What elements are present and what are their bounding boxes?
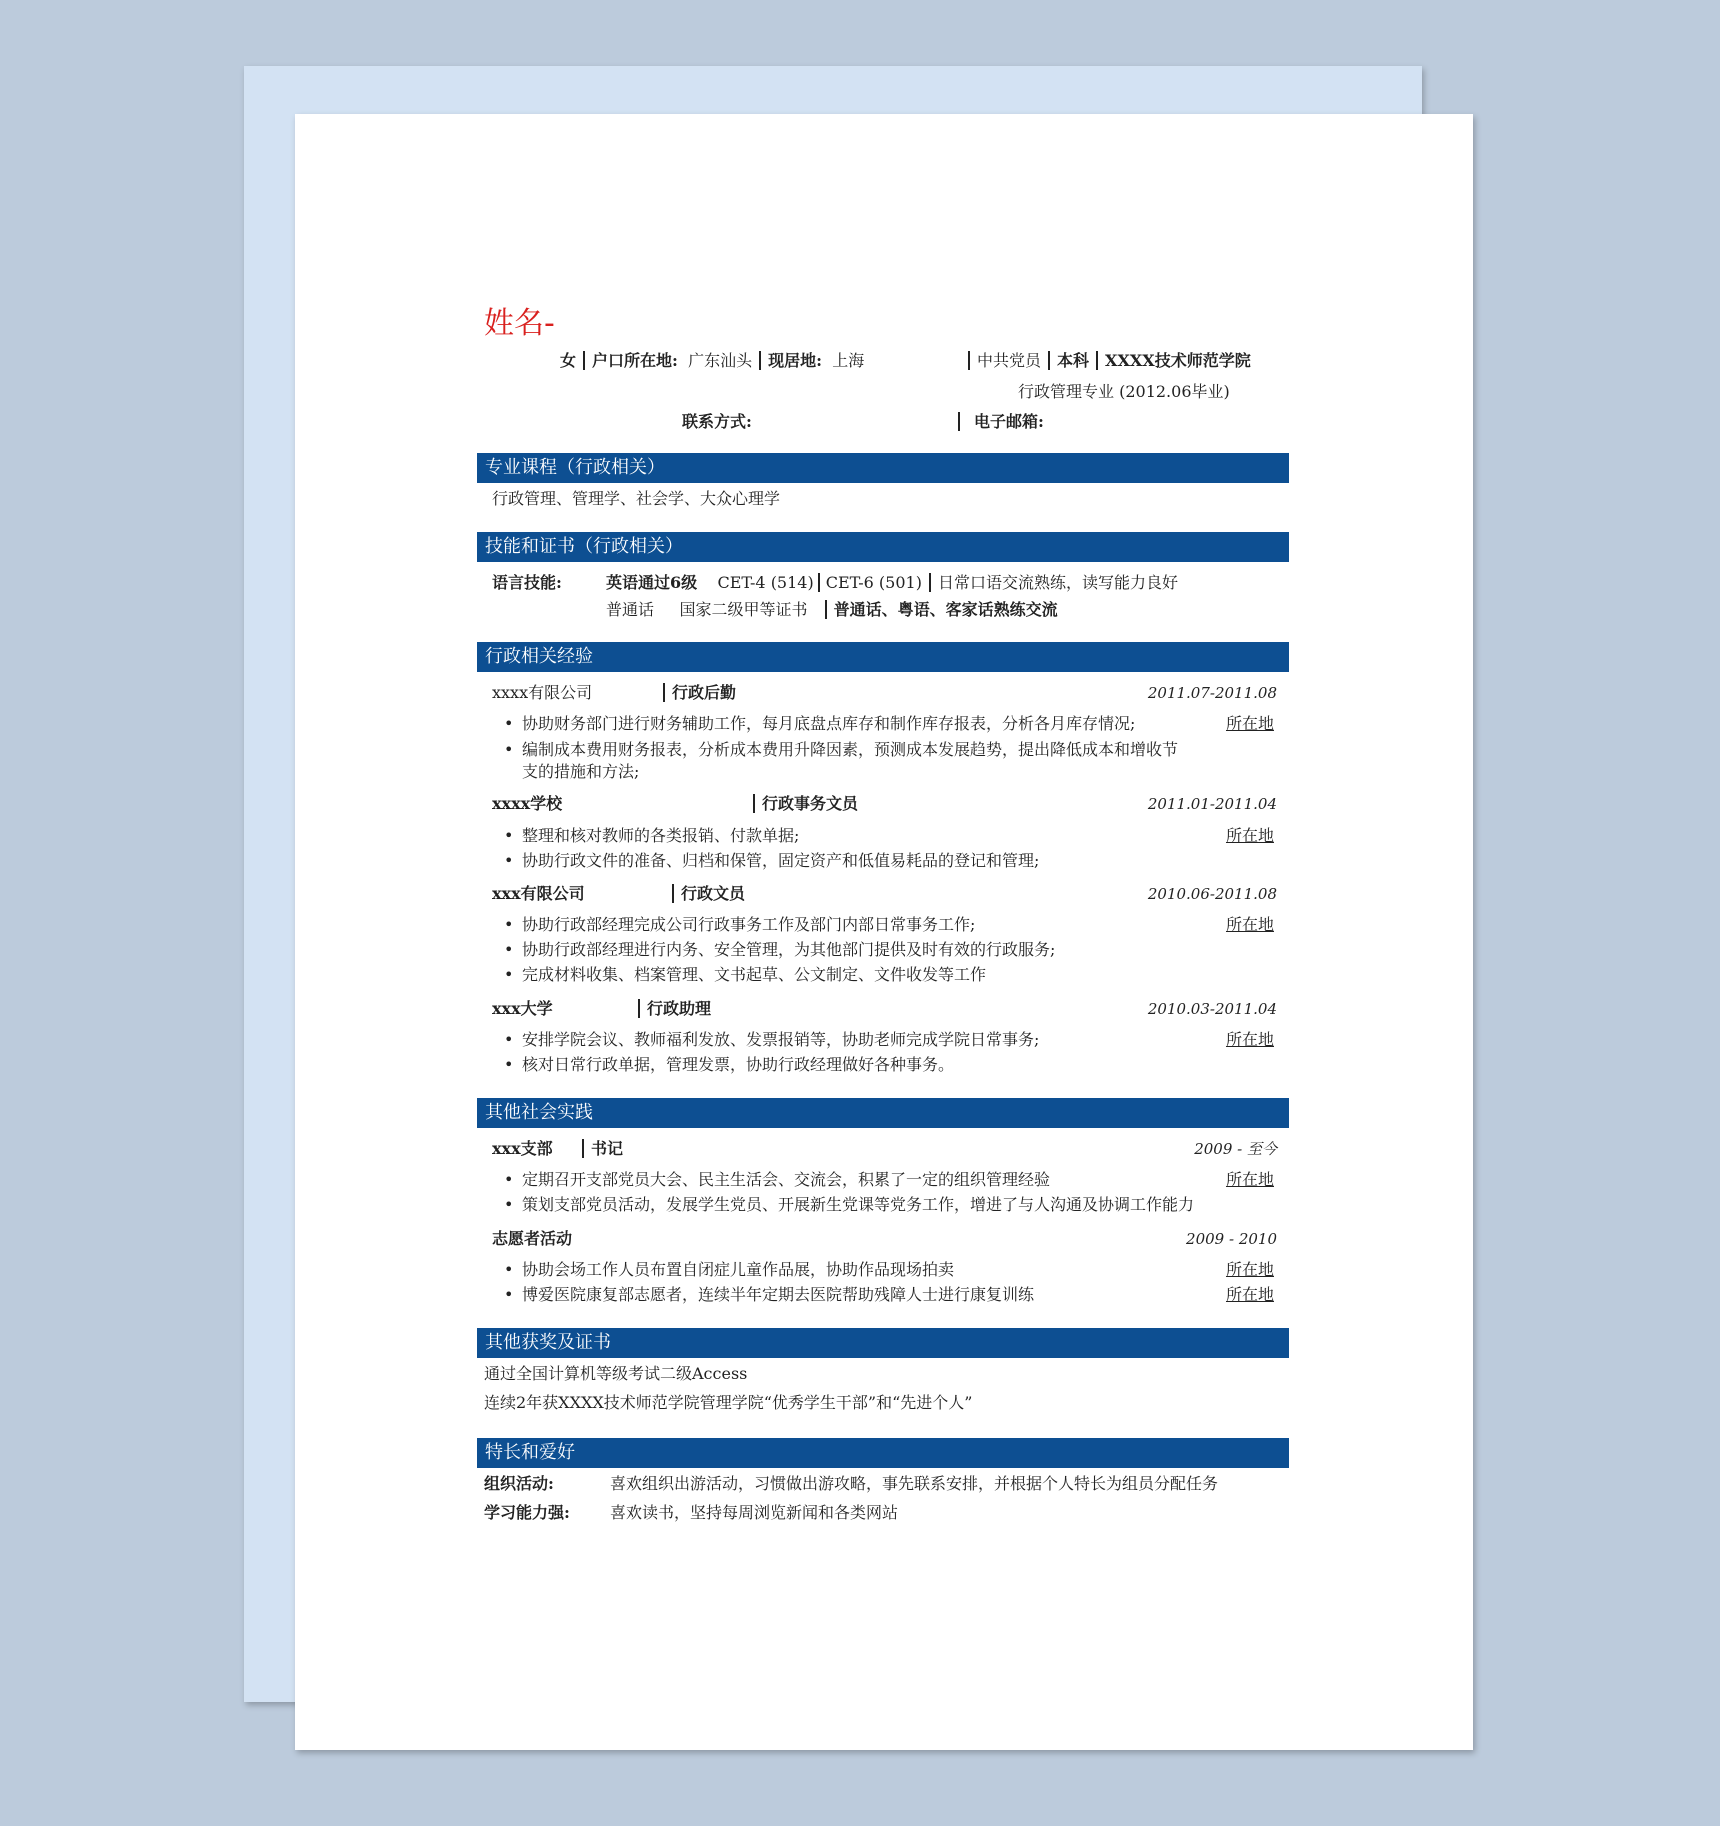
job-location: 所在地	[1225, 714, 1274, 733]
job-role-wrap	[638, 999, 711, 1019]
job-org: xxx有限公司	[492, 884, 585, 903]
section-skills-title: 技能和证书（行政相关）	[477, 532, 1289, 562]
job-role: 行政事务文员	[762, 794, 859, 813]
cet6-score: CET-6 (501)	[825, 573, 922, 592]
job-bullet: • 协助财务部门进行财务辅助工作，每月底盘点库存和制作库存报表，分析各月库存情况;	[477, 714, 1135, 734]
practice-bullet: • 策划支部党员活动，发展学生党员、开展新生党课等党务工作，增进了与人沟通及协调工作能力	[477, 1195, 1194, 1215]
job-location: 所在地	[1225, 1030, 1274, 1049]
email-label: 电子邮箱:	[974, 412, 1044, 431]
hukou-value: 广东汕头	[688, 351, 753, 370]
practice-location: 所在地	[1225, 1170, 1274, 1189]
award-item: 连续2年获XXXX技术师范学院管理学院“优秀学生干部”和“先进个人”	[484, 1393, 973, 1412]
job-date: 2010.03-2011.04	[1147, 1000, 1277, 1018]
job-role: 行政文员	[681, 884, 746, 903]
hobby-text: 喜欢读书，坚持每周浏览新闻和各类网站	[610, 1503, 899, 1522]
practice-date: 2009 - 至今	[1194, 1140, 1277, 1158]
separator	[759, 351, 761, 370]
hobby-label: 学习能力强:	[484, 1503, 570, 1522]
education-info-row	[968, 351, 1251, 371]
section-courses-title: 专业课程（行政相关）	[477, 453, 1289, 483]
job-role-wrap	[663, 683, 736, 703]
separator	[968, 351, 970, 370]
practice-org: xxx支部	[492, 1139, 553, 1158]
english-row	[606, 573, 1178, 593]
practice-bullet: • 博爱医院康复部志愿者，连续半年定期去医院帮助残障人士进行康复训练	[477, 1285, 1034, 1305]
residence-value: 上海	[832, 351, 865, 370]
separator	[753, 794, 755, 813]
section-practice-title: 其他社会实践	[477, 1098, 1289, 1128]
practice-location: 所在地	[1225, 1260, 1274, 1279]
practice-bullet: • 协助会场工作人员布置自闭症儿童作品展，协助作品现场拍卖	[477, 1260, 954, 1280]
job-role-wrap	[672, 884, 745, 904]
job-role-wrap	[753, 794, 858, 814]
separator	[825, 600, 827, 619]
job-bullet: • 协助行政文件的准备、归档和保管，固定资产和低值易耗品的登记和管理;	[477, 851, 1039, 871]
email-row	[958, 412, 1044, 432]
section-experience-title: 行政相关经验	[477, 642, 1289, 672]
cet4-score: CET-4 (514)	[717, 573, 814, 592]
english-desc: 日常口语交流熟练，读写能力良好	[937, 573, 1178, 592]
job-location: 所在地	[1225, 915, 1274, 934]
job-role: 行政助理	[647, 999, 712, 1018]
school: XXXX技术师范学院	[1105, 351, 1251, 370]
major: 行政管理专业 (2012.06毕业)	[1018, 382, 1230, 401]
separator	[583, 351, 585, 370]
job-bullet: • 整理和核对教师的各类报销、付款单据;	[477, 826, 799, 846]
mandarin-label: 普通话	[606, 600, 655, 619]
job-org: xxx大学	[492, 999, 553, 1018]
degree: 本科	[1057, 351, 1090, 370]
practice-bullet: • 定期召开支部党员大会、民主生活会、交流会，积累了一定的组织管理经验	[477, 1170, 1050, 1190]
separator	[958, 412, 960, 431]
hobby-text: 喜欢组织出游活动，习惯做出游攻略，事先联系安排，并根据个人特长为组员分配任务	[610, 1474, 1219, 1493]
separator	[663, 683, 665, 702]
separator	[582, 1139, 584, 1158]
separator	[1096, 351, 1098, 370]
candidate-name: 姓名-	[484, 306, 555, 341]
job-bullet: • 协助行政部经理进行内务、安全管理，为其他部门提供及时有效的行政服务;	[477, 940, 1055, 960]
separator	[818, 573, 820, 592]
practice-role-wrap	[582, 1139, 623, 1159]
job-bullet: • 安排学院会议、教师福利发放、发票报销等，协助老师完成学院日常事务;	[477, 1030, 1039, 1050]
language-label: 语言技能:	[492, 573, 562, 592]
personal-info-row	[560, 351, 864, 371]
hukou-label: 户口所在地:	[592, 351, 678, 370]
section-hobbies-title: 特长和爱好	[477, 1438, 1289, 1468]
job-date: 2010.06-2011.08	[1147, 885, 1277, 903]
job-bullet-text: 编制成本费用财务报表，分析成本费用升降因素，预测成本发展趋势，提出降低成本和增收节支的措施和方法;	[522, 740, 1179, 781]
job-role: 行政后勤	[672, 683, 737, 702]
separator	[672, 884, 674, 903]
job-bullet: • 完成材料收集、档案管理、文书起草、公文制定、文件收发等工作	[477, 965, 986, 985]
hobby-label: 组织活动:	[484, 1474, 554, 1493]
mandarin-row	[606, 600, 1058, 620]
job-bullet	[477, 739, 1224, 783]
gender: 女	[560, 351, 577, 370]
separator	[1048, 351, 1050, 370]
practice-role: 书记	[591, 1139, 624, 1158]
job-location: 所在地	[1225, 826, 1274, 845]
practice-date: 2009 - 2010	[1186, 1230, 1277, 1248]
residence-label: 现居地:	[768, 351, 823, 370]
separator	[929, 573, 931, 592]
award-item: 通过全国计算机等级考试二级Access	[484, 1364, 748, 1383]
section-awards-title: 其他获奖及证书	[477, 1328, 1289, 1358]
separator	[638, 999, 640, 1018]
job-org: xxxx有限公司	[492, 683, 593, 702]
mandarin-cert: 国家二级甲等证书	[679, 600, 808, 619]
dialects: 普通话、粤语、客家话熟练交流	[833, 600, 1058, 619]
courses-text: 行政管理、管理学、社会学、大众心理学	[492, 489, 781, 508]
political-status: 中共党员	[977, 351, 1042, 370]
job-date: 2011.07-2011.08	[1147, 684, 1277, 702]
practice-location: 所在地	[1225, 1285, 1274, 1304]
job-org: xxxx学校	[492, 794, 563, 813]
practice-org: 志愿者活动	[492, 1229, 573, 1248]
english-level: 英语通过6级	[606, 573, 698, 592]
job-bullet: • 协助行政部经理完成公司行政事务工作及部门内部日常事务工作;	[477, 915, 975, 935]
job-date: 2011.01-2011.04	[1147, 795, 1277, 813]
contact-label: 联系方式:	[682, 412, 752, 431]
job-bullet: • 核对日常行政单据，管理发票，协助行政经理做好各种事务。	[477, 1055, 954, 1075]
